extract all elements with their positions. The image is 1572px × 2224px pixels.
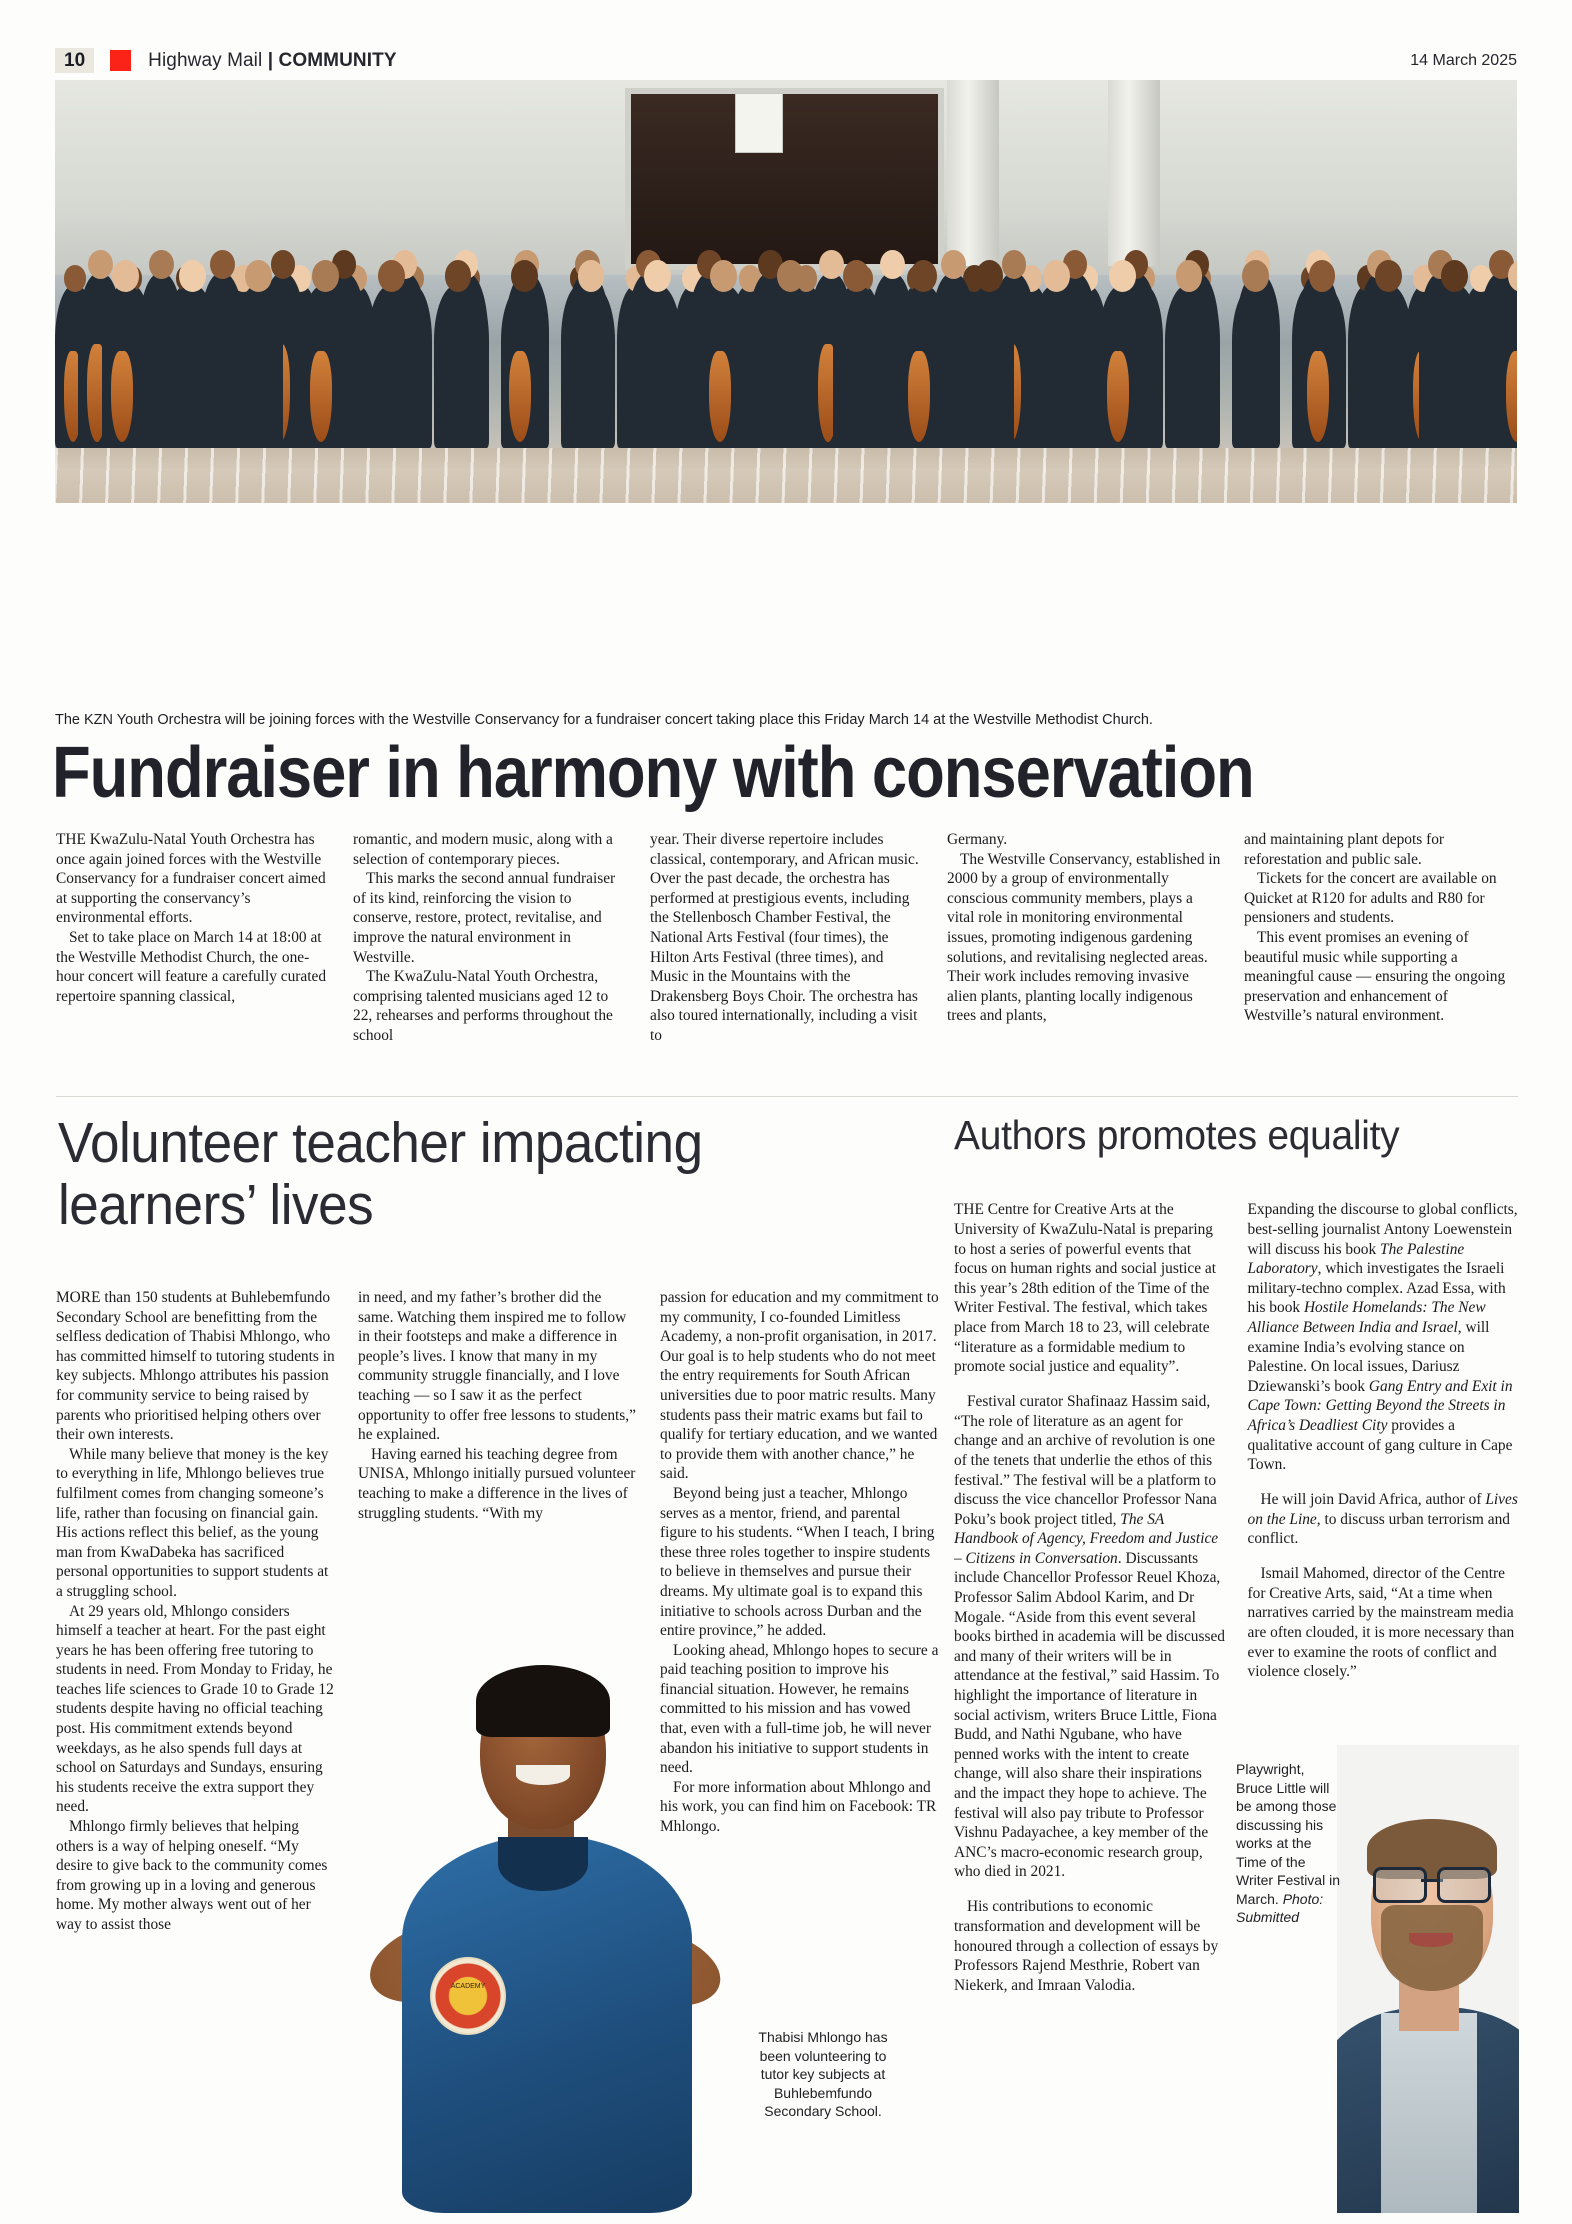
issue-date: 14 March 2025 [1410, 52, 1517, 69]
string-instrument [111, 351, 133, 442]
orchestra-member-head [1441, 260, 1468, 292]
paragraph: This event promises an evening of beautiful music while supporting a meaningful cause — ensuring the ongoing preservation and enhancement of Westville’s natural environment. [1244, 928, 1506, 1025]
orchestra-member-head [1242, 260, 1269, 292]
bruce-photo-caption [1236, 1760, 1340, 1927]
orchestra-member-head [976, 260, 1003, 292]
article-column [1244, 830, 1518, 1100]
school-badge-icon: ACADEMY [430, 1957, 506, 2035]
paragraph: His contributions to economic transformation and development will be honoured through a collection of essays by Professors Rajend Mesthrie, Robert van Niekerk, and Imraan Valodia. [954, 1898, 1219, 1994]
paragraph: and maintaining plant depots for reforestation and public sale. [1244, 831, 1445, 868]
orchestra-member-head [149, 250, 174, 279]
orchestra-member [235, 285, 283, 448]
paragraph: At 29 years old, Mhlongo considers himself a teacher at heart. For the past eight years he has been offering free tutoring to students in need. From Monday to Friday, he teaches life sciences to Grade 10 to Grade 12 students despite having no official teaching post. His commitment extends beyond weekdays, as he also spends full days at school on Saturdays and Sundays, ensuring his students receive the extra support they need. [56, 1602, 334, 1816]
orchestra-member-head [112, 260, 139, 292]
portrait-mouth [1409, 1933, 1453, 1947]
string-instrument [1307, 351, 1329, 442]
paragraph: Set to take place on March 14 at 18:00 at the Westville Methodist Church, the one-hour concert will feature a carefully curated repertoire spanning classical, [56, 928, 327, 1005]
article-authors-headline: Authors promotes equality [954, 1112, 1400, 1158]
orchestra-member-head [710, 260, 737, 292]
article-column [353, 830, 627, 1100]
orchestra-member-head [210, 250, 235, 279]
orchestra-member [567, 285, 615, 448]
orchestra-member-head [88, 250, 113, 279]
subject-smile [516, 1765, 570, 1785]
red-square-logo-icon [110, 50, 131, 71]
paragraph: MORE than 150 students at Buhlebemfundo Secondary School are benefitting from the selfless dedication of Thabisi Mhlongo, who has committed himself to tutoring students in key subjects. Mhlongo attributes his passion for community service to being raised by parents who prioritised helping others over their own interests. [56, 1289, 335, 1444]
section-separator: | [267, 49, 274, 71]
string-instrument [310, 351, 332, 442]
article-column [947, 830, 1221, 1100]
publication-name: Highway Mail [148, 49, 263, 71]
article-column [650, 830, 924, 1100]
orchestra-member-head [819, 250, 844, 279]
orchestra-member-head [880, 250, 905, 279]
paragraph: Beyond being just a teacher, Mhlongo serves as a mentor, friend, and parental figure to his students. “When I teach, I bring these three roles together to inspire students to believe in themselves and pursue their dreams. My ultimate goal is to expand this initiative to schools across Durban and the entire province,” he added. [660, 1484, 935, 1640]
paragraph: Expanding the discourse to global conflicts, best-selling journalist Antony Loewenstein will discuss his book The Palestine Laboratory, which investigates the Israeli military-techno complex. Azad Essa, with his book Hostile Homelands: The New Alliance Between India and Israel, will examine India’s evolving stance on Palestine. On local issues, Dariusz Dziewanski’s book Gang Entry and Exit in Cape Town: Getting Beyond the Streets in Africa’s Deadliest City provides a qualitative account of gang culture in Cape Town. [1247, 1201, 1518, 1474]
orchestra-member-head [1109, 260, 1136, 292]
section-name: COMMUNITY [278, 49, 397, 71]
photo-credit: Photo: Submitted [1236, 1890, 1324, 1925]
orchestra-member [766, 285, 814, 448]
subject-hair [476, 1665, 610, 1737]
orchestra-member [168, 285, 216, 448]
masthead-title [148, 50, 396, 72]
orchestra-member [1232, 285, 1280, 448]
portrait-beard [1381, 1905, 1483, 1991]
string-instrument [709, 351, 731, 442]
paragraph: in need, and my father’s brother did the same. Watching them inspired me to follow in their footsteps and make a difference in people’s lives. I know that many in my community struggle financially, and I love teaching — so I saw it as the perfect opportunity to offer free lessons to students,” he explained. [358, 1289, 636, 1444]
orchestra-member-head [64, 265, 86, 291]
orchestra-member-head [511, 260, 538, 292]
orchestra-member [368, 285, 416, 448]
orchestra-member [1032, 285, 1080, 448]
paragraph: THE Centre for Creative Arts at the University of KwaZulu-Natal is preparing to host a series of powerful events that focus on human rights and social justice at this year’s 28th edition of the Time of the Writer Festival. The festival, which takes place from March 18 to 23, will celebrate “literature as a formidable medium to promote social justice and equality”. [954, 1201, 1217, 1376]
paragraph: year. Their diverse repertoire includes classical, contemporary, and African music. Over the past decade, the orchestra has performed at prestigious events, including the Stellenbosch Chamber Festival, the National Arts Festival (four times), the Hilton Arts Festival (three times), and Music in the Mountains with the Drakensberg Boys Choir. The orchestra has also toured internationally, including a visit to [650, 831, 919, 1044]
orchestra-member [633, 285, 681, 448]
orchestra-member-head [378, 260, 405, 292]
eyeglasses-icon [1373, 1867, 1491, 1897]
page-number: 10 [55, 48, 94, 73]
orchestra-member-head [777, 260, 804, 292]
orchestra-members [55, 135, 1517, 448]
orchestra-member [1165, 285, 1213, 448]
portrait-shirt [1381, 2013, 1477, 2213]
paragraph: The Westville Conservancy, established in 2000 by a group of environmentally conscious community members, plays a vital role in monitoring environmental issues, promoting indigenous gardening solutions, and revitalising neglected areas. Their work includes removing invasive alien plants, planting locally indigenous trees and plants, [947, 850, 1221, 1025]
paragraph: Tickets for the concert are available on Quicket at R120 for adults and R80 for pensioners and students. [1244, 870, 1497, 927]
orchestra-member-head [644, 260, 671, 292]
article-column [954, 1185, 1226, 2011]
paragraph: THE KwaZulu-Natal Youth Orchestra has once again joined forces with the Westville Conservancy for a fundraiser concert aimed at supporting the conservancy’s environmental efforts. [56, 831, 326, 927]
article-teacher-headline: Volunteer teacher impacting learners’ lives [58, 1111, 703, 1237]
string-instrument [908, 351, 930, 442]
orchestra-member-head [843, 260, 870, 292]
paragraph: This marks the second annual fundraiser of its kind, reinforcing the vision to conserve, restore, protect, revitalise, and improve the natural environment in Westville. [353, 870, 616, 966]
article-column [56, 1288, 336, 1935]
paragraph: Mhlongo firmly believes that helping others is a way of helping oneself. “My desire to give back to the community comes from growing up in a loving and generous home. My mother always went out of her way to assist those [56, 1818, 328, 1933]
orchestra-member-head [312, 260, 339, 292]
orchestra-member-head [910, 260, 937, 292]
section-divider [56, 1096, 1518, 1097]
orchestra-member [434, 285, 482, 448]
orchestra-member-head [1375, 260, 1402, 292]
orchestra-member-head [1043, 260, 1070, 292]
orchestra-member [833, 285, 881, 448]
orchestra-member [966, 285, 1014, 448]
subject-collar [498, 1837, 588, 1891]
photo-thabisi-mhlongo [330, 1625, 750, 2213]
paragraph: Ismail Mahomed, director of the Centre for Creative Arts, said, “At a time when narratives carried by the mainstream media are often clouded, it is more necessary than ever to examine the roots of conflict and violence closely.” [1247, 1565, 1515, 1681]
article-column [56, 830, 330, 1100]
paragraph: Germany. [947, 831, 1008, 848]
paved-foreground [55, 448, 1517, 503]
hero-photo-orchestra [55, 80, 1517, 503]
hero-caption: The KZN Youth Orchestra will be joining forces with the Westville Conservancy for a fundraiser concert taking place this Friday March 14 at the Westville Methodist Church. [55, 712, 1153, 728]
article-fundraiser-body [56, 830, 1518, 1100]
paragraph: For more information about Mhlongo and his work, you can find him on Facebook: TR Mhlongo. [660, 1778, 937, 1836]
teacher-photo-caption: Thabisi Mhlongo has been volunteering to tutor key subjects at Buhlebemfundo Secondary School. [758, 2029, 888, 2119]
orchestra-member [1364, 285, 1412, 448]
paragraph: While many believe that money is the key to everything in life, Mhlongo believes true fulfilment comes from changing someone’s life, rather than focusing on financial gain. His actions reflect this belief, as the young man from KwaDabeka has sacrificed personal opportunities to support students at a struggling school. [56, 1445, 329, 1600]
paragraph: Having earned his teaching degree from UNISA, Mhlongo initially pursued volunteer teaching to make a difference in the lives of struggling students. “With my [358, 1445, 636, 1522]
photo-bruce-little [1337, 1745, 1519, 2213]
paragraph: He will join David Africa, author of Lives on the Line, to discuss urban terrorism and conflict. [1247, 1491, 1518, 1548]
paragraph: romantic, and modern music, along with a selection of contemporary pieces. [353, 831, 613, 868]
orchestra-member-head [578, 260, 605, 292]
orchestra-member-head [245, 260, 272, 292]
orchestra-member-head [179, 260, 206, 292]
orchestra-member-head [941, 250, 966, 279]
masthead [55, 48, 1517, 82]
orchestra-member-head [1309, 260, 1336, 292]
orchestra-member [1431, 285, 1479, 448]
caption-text: Playwright, Bruce Little will be among those discussing his works at the Time of the Writer Festival in March. [1236, 1761, 1340, 1907]
paragraph: Festival curator Shafinaaz Hassim said, “The role of literature as an agent for change and an archive of revolution is one of the tenets that underlie the ethos of this festival.” The festival will be a platform to discuss the vice chancellor Professor Nana Poku’s book project titled, The SA Handbook of Agency, Freedom and Justice – Citizens in Conversation. Discussants include Chancellor Professor Reuel Khoza, Professor Salim Abdool Karim, and Dr Mogale. “Aside from this event several books birthed in academia will be discussed and many of their writers will be in attendance at the festival,” said Hassim. To highlight the importance of literature in social activism, writers Bruce Little, Fiona Budd, and Nathi Ngubane, who have penned works with the intent to create change, will also share their inspirations and the impact they hope to achieve. The festival will also pay tribute to Professor Vishnu Padayachee, a key member of the ANC’s macro-economic research group, who died in 2021. [954, 1393, 1225, 1881]
paragraph: The KwaZulu-Natal Youth Orchestra, comprising talented musicians aged 12 to 22, rehearses and performs throughout the school [353, 968, 613, 1044]
page-headline: Fundraiser in harmony with conservation [52, 733, 1254, 813]
orchestra-member-head [445, 260, 472, 292]
orchestra-member-head [1176, 260, 1203, 292]
paragraph: passion for education and my commitment to my community, I co-founded Limitless Academy, a non-profit organisation, in 2017. Our goal is to help students who do not meet the entry requirements for South African universities due to poor matric results. Many students pass their matric exams but fail to qualify for tertiary education, and we wanted to provide them with another chance,” he said. [660, 1289, 939, 1483]
paragraph: Looking ahead, Mhlongo hopes to secure a paid teaching position to improve his financial situation. However, he remains committed to his mission and has vowed that, even with a full-time job, he will never abandon his initiative to support students in need. [660, 1641, 939, 1777]
